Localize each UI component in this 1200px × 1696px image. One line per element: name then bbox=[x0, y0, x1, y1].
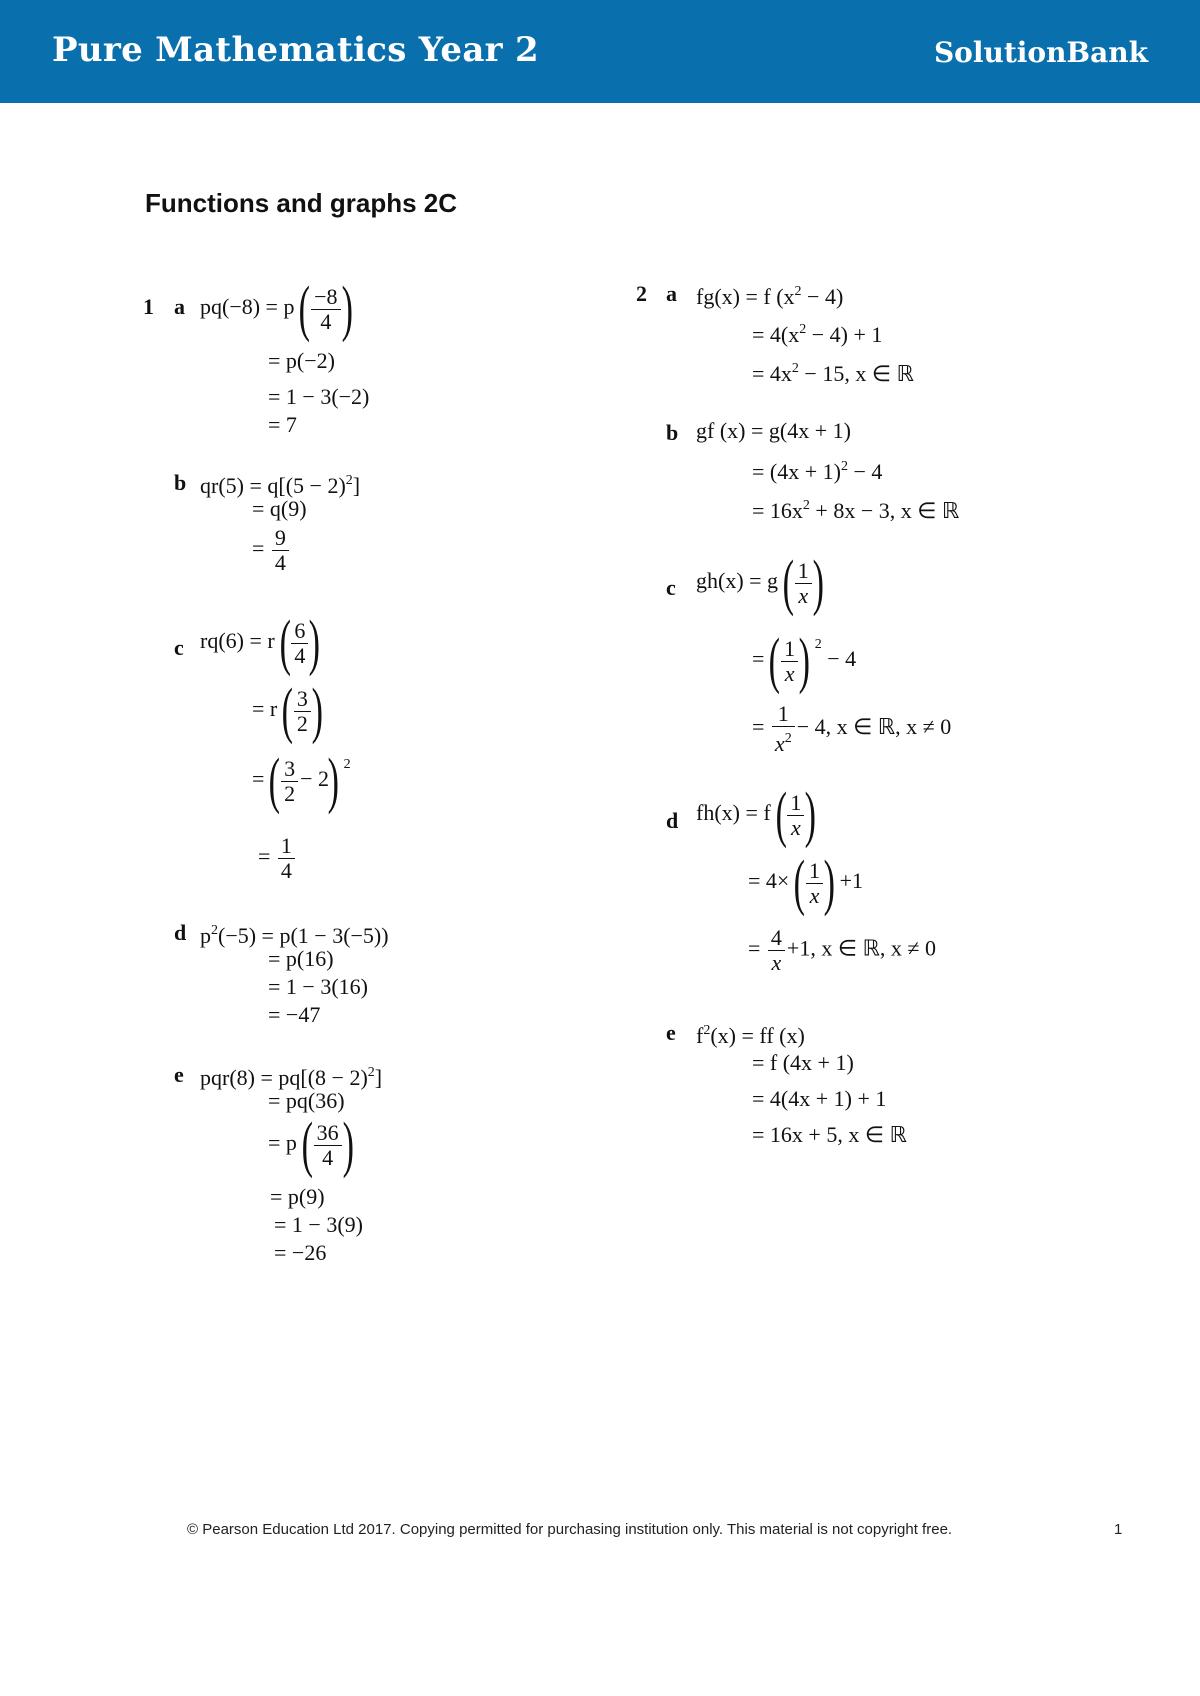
q2c-l3-fraction bbox=[772, 702, 795, 756]
q1e-l1-tail: ] bbox=[374, 1065, 383, 1090]
q1c-l4-fraction bbox=[278, 834, 295, 883]
q2c-line-2: =( $\frac{1}{x}$ ) $^2$ − 4 bbox=[752, 627, 857, 695]
q2a-line-2 bbox=[752, 317, 882, 348]
q1b-line-3 bbox=[252, 526, 291, 575]
q2a-l1-text: fg(x) = f (x bbox=[696, 284, 795, 309]
q1d-label: d bbox=[174, 920, 187, 945]
q1e-l3-fraction bbox=[314, 1121, 342, 1170]
q2c-l3-den-var: x bbox=[774, 731, 785, 756]
q2d-line-2: = 4×( $\frac{1}{x}$ ) +1 bbox=[748, 849, 864, 917]
q2c-line-3 bbox=[752, 702, 951, 756]
q2a-line-1 bbox=[696, 279, 843, 310]
footer-copyright: © Pearson Education Ltd 2017. Copying permitted for purchasing institution only. This material is not copyright free. bbox=[187, 1521, 953, 1538]
q2a-l3-tail: − 15, x ∈ ℝ bbox=[798, 361, 914, 386]
q1a-line-3: = 1 − 3(−2) bbox=[268, 384, 370, 409]
q1e-l3-lhs: = p bbox=[268, 1130, 297, 1156]
header-banner bbox=[0, 0, 1200, 103]
q2b-l3-tail: + 8x − 3, x ∈ ℝ bbox=[809, 498, 960, 523]
q2e-l1-f: f bbox=[696, 1023, 704, 1048]
page-title: Functions and graphs 2C bbox=[145, 188, 458, 218]
q1c-l1-num: 6 bbox=[294, 617, 306, 643]
q1d-line-3: = 1 − 3(16) bbox=[268, 974, 368, 999]
q2c-l3-den bbox=[772, 726, 795, 756]
q2d-l1-lhs: fh(x) = f bbox=[696, 800, 771, 826]
q1e-line-1 bbox=[200, 1060, 382, 1091]
q1c-l3-num: 3 bbox=[284, 755, 296, 781]
question-1-number: 1 bbox=[143, 294, 154, 319]
q2e-line-3: = 4(4x + 1) + 1 bbox=[752, 1086, 887, 1111]
question-2-number: 2 bbox=[636, 281, 647, 306]
q1d-l1-sup: 2 bbox=[211, 923, 218, 938]
q2c-l3-eq: = bbox=[752, 714, 765, 740]
q1e-l3-den: 4 bbox=[314, 1145, 342, 1170]
q2e-line-4: = 16x + 5, x ∈ ℝ bbox=[752, 1122, 907, 1147]
q2c-l2-tail: − 4 bbox=[827, 646, 857, 672]
q1b-line-1 bbox=[200, 468, 360, 499]
q2b-l3-sup: 2 bbox=[802, 498, 810, 513]
q1c-l3-sup: 2 bbox=[343, 757, 351, 773]
q2a-l3-text: = 4x bbox=[752, 361, 792, 386]
q1e-l3-num: 36 bbox=[316, 1119, 339, 1145]
header-brand: SolutionBank bbox=[933, 36, 1148, 69]
q2e-l1-rest: (x) = ff (x) bbox=[710, 1023, 805, 1048]
q1e-line-3: = p( $\frac{36}{4}$ ) bbox=[268, 1111, 354, 1179]
q2c-l1-num: 1 bbox=[797, 557, 809, 583]
q1b-l3-eq: = bbox=[252, 535, 265, 561]
q1d-line-1 bbox=[200, 918, 389, 949]
q1a-line-1: pq(−8) = p( $\frac{-8}{4}$ ) bbox=[200, 275, 353, 343]
q1d-line-2: = p(16) bbox=[268, 946, 334, 971]
q1c-l3-fraction bbox=[281, 757, 298, 806]
q1c-l2-den: 2 bbox=[294, 711, 311, 736]
q1c-line-4 bbox=[258, 834, 297, 883]
q2a-l1-sup: 2 bbox=[794, 284, 802, 299]
q2b-line-3 bbox=[752, 493, 959, 524]
q2d-l2-num: 1 bbox=[808, 857, 820, 883]
q2c-l2-den: x bbox=[781, 661, 798, 686]
q2d-l1-fraction bbox=[787, 791, 804, 840]
q1e-line-5: = 1 − 3(9) bbox=[274, 1212, 363, 1237]
q1c-line-3: =( $\frac{3}{2}$ − 2) $^2$ bbox=[252, 747, 351, 815]
q1d-l1-p: p bbox=[200, 923, 211, 948]
q2c-l3-tail: − 4, x ∈ ℝ, x ≠ 0 bbox=[796, 714, 952, 740]
q2d-l3-den: x bbox=[768, 950, 785, 975]
q2d-line-1: fh(x) = f( $\frac{1}{x}$ ) bbox=[696, 781, 817, 849]
q2b-l2-tail: − 4 bbox=[847, 459, 883, 484]
q1e-line-4: = p(9) bbox=[270, 1184, 325, 1209]
q1c-l1-den: 4 bbox=[291, 643, 308, 668]
q2c-line-1: gh(x) = g( $\frac{1}{x}$ ) bbox=[696, 549, 824, 617]
q2d-l2-den: x bbox=[806, 883, 823, 908]
q2a-l2-text: = 4(x bbox=[752, 322, 800, 347]
q1c-l1-fraction bbox=[291, 619, 308, 668]
q1b-label: b bbox=[174, 470, 187, 495]
q2a-l2-tail: − 4) + 1 bbox=[806, 322, 883, 347]
q1c-l3-den: 2 bbox=[281, 781, 298, 806]
q1a-line-4: = 7 bbox=[268, 412, 297, 437]
q2a-l2-sup: 2 bbox=[799, 322, 807, 337]
q1c-l1-lhs: rq(6) = r bbox=[200, 628, 275, 654]
q1b-l3-num: 9 bbox=[274, 525, 286, 550]
q1c-line-2: = r( $\frac{3}{2}$ ) bbox=[252, 677, 323, 745]
q2c-l3-den-sup: 2 bbox=[784, 731, 792, 746]
q2b-l2-sup: 2 bbox=[840, 459, 848, 474]
q2b-line-1: gf (x) = g(4x + 1) bbox=[696, 418, 851, 443]
q1b-l1-tail: ] bbox=[352, 473, 361, 498]
q2a-line-3 bbox=[752, 356, 914, 387]
q1e-l1-sup: 2 bbox=[367, 1065, 375, 1080]
q2d-l3-eq: = bbox=[748, 935, 761, 961]
q1a-l1-num: −8 bbox=[314, 283, 338, 309]
q2b-l3-text: = 16x bbox=[752, 498, 803, 523]
q1b-l1-sup: 2 bbox=[345, 473, 353, 488]
q2d-l2-lhs: = 4× bbox=[748, 868, 790, 894]
q1c-l2-lhs: = r bbox=[252, 696, 278, 722]
q2d-line-3 bbox=[748, 926, 936, 975]
q2c-l2-num: 1 bbox=[784, 635, 796, 661]
q2b-line-2 bbox=[752, 454, 882, 485]
q2a-l1-tail: − 4) bbox=[801, 284, 844, 309]
q1e-l1-text: pqr(8) = pq[(8 − 2) bbox=[200, 1065, 368, 1090]
q2c-l2-sup: 2 bbox=[814, 637, 822, 653]
q2d-l3-num: 4 bbox=[770, 925, 782, 950]
q2c-label: c bbox=[666, 575, 676, 600]
q1a-line-2: = p(−2) bbox=[268, 348, 335, 373]
q1a-l1-den: 4 bbox=[311, 309, 340, 334]
q2b-l2-text: = (4x + 1) bbox=[752, 459, 841, 484]
q2d-l3-fraction bbox=[768, 926, 785, 975]
q2e-line-2: = f (4x + 1) bbox=[752, 1050, 854, 1075]
q1a-l1-fraction bbox=[311, 285, 340, 334]
q2c-l1-lhs: gh(x) = g bbox=[696, 568, 779, 594]
q1b-line-2: = q(9) bbox=[252, 496, 307, 521]
q2b-label: b bbox=[666, 420, 679, 445]
q1d-line-4: = −47 bbox=[268, 1002, 321, 1027]
q2e-label: e bbox=[666, 1020, 676, 1045]
q1d-l1-rest: (−5) = p(1 − 3(−5)) bbox=[218, 923, 389, 948]
q1c-l4-eq: = bbox=[258, 843, 271, 869]
page-number: 1 bbox=[1114, 1521, 1123, 1538]
q1c-l4-den: 4 bbox=[278, 858, 295, 883]
q1e-label: e bbox=[174, 1062, 184, 1087]
q2c-l1-fraction bbox=[795, 559, 812, 608]
q1a-l1-lhs: pq(−8) = p bbox=[200, 294, 295, 320]
q2d-l1-den: x bbox=[787, 815, 804, 840]
q2e-line-1 bbox=[696, 1018, 805, 1049]
q1b-l3-den: 4 bbox=[272, 550, 289, 575]
q1a-label: a bbox=[174, 294, 185, 319]
q1c-label: c bbox=[174, 635, 184, 660]
q2d-l2-fraction bbox=[806, 859, 823, 908]
q2d-l1-num: 1 bbox=[790, 789, 802, 815]
q2d-label: d bbox=[666, 808, 679, 833]
q2d-l2-tail: +1 bbox=[839, 868, 864, 894]
q2a-l3-sup: 2 bbox=[791, 361, 799, 376]
q1c-l3-tail: − 2 bbox=[300, 766, 329, 792]
q1b-l1-text: qr(5) = q[(5 − 2) bbox=[200, 473, 346, 498]
q2c-l2-eq: = bbox=[752, 646, 765, 672]
q2c-l2-fraction bbox=[781, 637, 798, 686]
q1c-l3-eq: = bbox=[252, 766, 265, 792]
q1c-l2-fraction bbox=[294, 687, 311, 736]
q1b-l3-fraction bbox=[272, 526, 289, 575]
q2c-l1-den: x bbox=[795, 583, 812, 608]
q2e-l1-sup: 2 bbox=[703, 1023, 711, 1038]
q2c-l3-num: 1 bbox=[777, 701, 789, 726]
header-book-title: Pure Mathematics Year 2 bbox=[52, 30, 539, 70]
q1e-line-2: = pq(36) bbox=[268, 1088, 345, 1113]
q2d-l3-tail: +1, x ∈ ℝ, x ≠ 0 bbox=[786, 935, 936, 961]
q2a-label: a bbox=[666, 281, 677, 306]
q1e-line-6: = −26 bbox=[274, 1240, 327, 1265]
q1c-line-1: rq(6) = r( $\frac{6}{4}$ ) bbox=[200, 609, 321, 677]
q1c-l4-num: 1 bbox=[280, 833, 292, 858]
q1c-l2-num: 3 bbox=[296, 685, 308, 711]
